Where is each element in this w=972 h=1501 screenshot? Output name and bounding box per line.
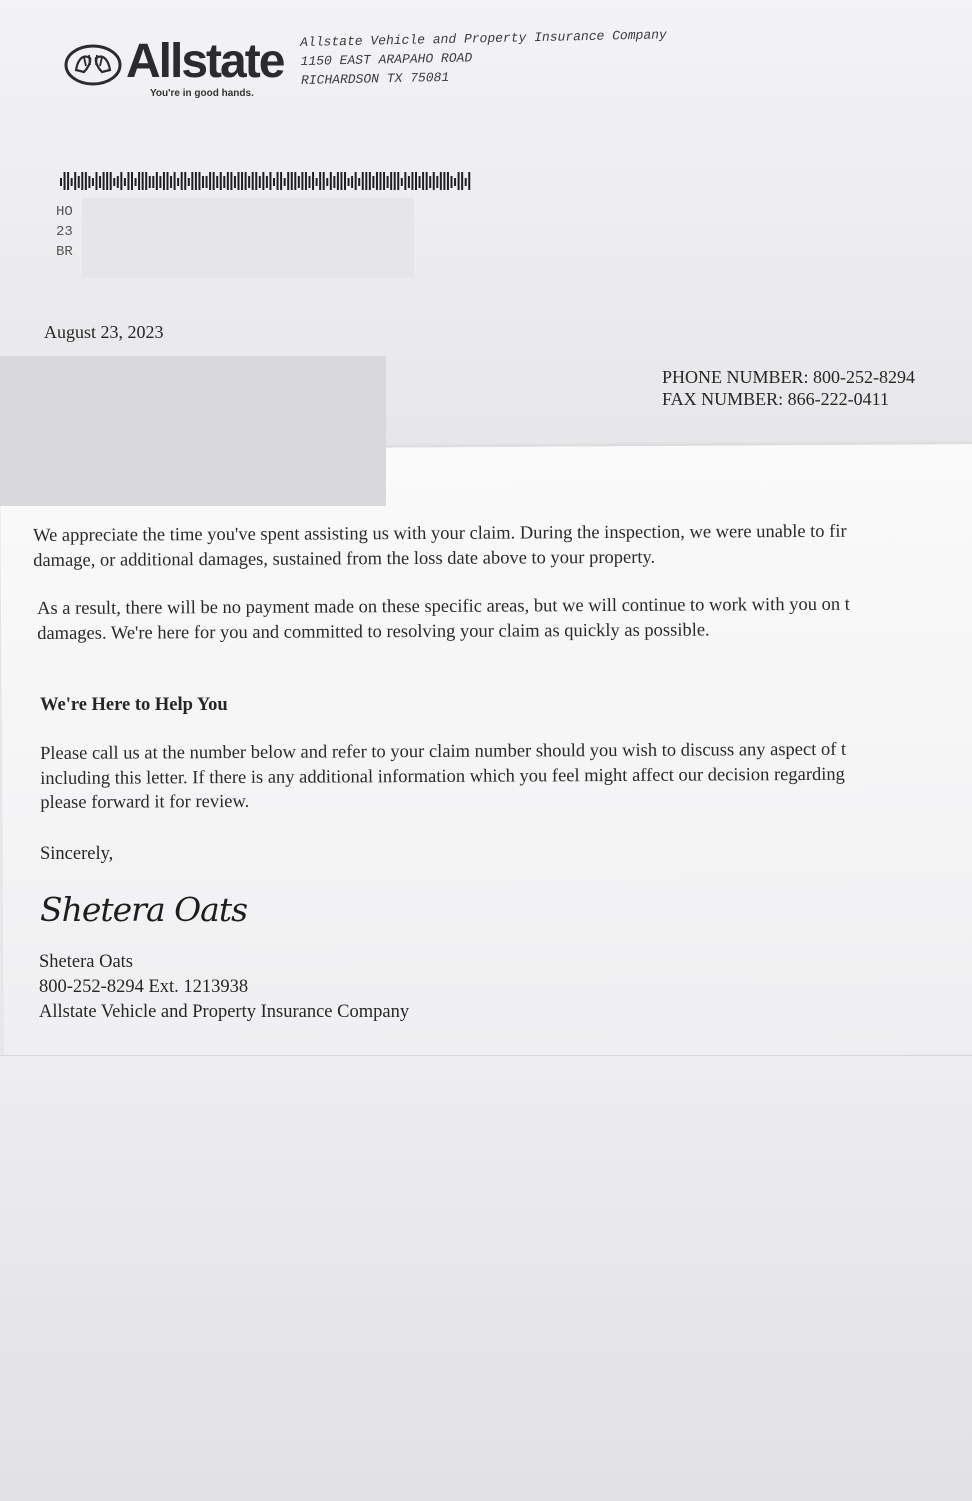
recipient-address-line: HO bbox=[56, 204, 73, 220]
barcode-bar bbox=[380, 172, 382, 190]
barcode-bar bbox=[433, 172, 435, 190]
barcode-bar bbox=[248, 176, 250, 188]
barcode-bar bbox=[401, 178, 403, 186]
barcode-bar bbox=[355, 172, 357, 190]
barcode-bar bbox=[266, 176, 268, 188]
barcode-bar bbox=[411, 172, 413, 190]
barcode-bar bbox=[74, 172, 76, 190]
barcode-bar bbox=[429, 176, 431, 188]
return-address bbox=[300, 25, 668, 90]
barcode-bar bbox=[216, 176, 218, 188]
barcode-bar bbox=[220, 172, 222, 190]
barcode-bar bbox=[269, 172, 271, 190]
barcode-bar bbox=[174, 172, 176, 190]
paragraph-line: Please call us at the number below and refer to your claim number should you wish to discuss any aspect of t bbox=[40, 739, 847, 764]
paragraph-line: please forward it for review. bbox=[40, 791, 250, 813]
return-address-line: 1150 EAST ARAPAHO ROAD bbox=[300, 50, 473, 69]
paragraph-help bbox=[40, 738, 846, 816]
barcode-bar bbox=[436, 176, 438, 188]
recipient-address bbox=[56, 202, 73, 262]
barcode-bar bbox=[376, 172, 378, 190]
barcode-bar bbox=[422, 172, 424, 190]
signatory-company: Allstate Vehicle and Property Insurance Company bbox=[39, 1002, 410, 1022]
paragraph-no-payment bbox=[37, 593, 850, 646]
barcode-bar bbox=[67, 172, 69, 190]
barcode-bar bbox=[326, 178, 328, 186]
barcode-bar bbox=[458, 172, 460, 190]
barcode-bar bbox=[131, 172, 133, 190]
barcode-bar bbox=[184, 172, 186, 190]
barcode-bar bbox=[312, 172, 314, 190]
barcode-bar bbox=[337, 172, 339, 190]
barcode-bar bbox=[234, 176, 236, 188]
barcode-bar bbox=[323, 172, 325, 190]
barcode-bar bbox=[81, 172, 83, 190]
barcode-bar bbox=[447, 172, 449, 190]
barcode-bar bbox=[177, 178, 179, 186]
barcode-bar bbox=[372, 176, 374, 188]
barcode-bar bbox=[383, 172, 385, 190]
barcode-bar bbox=[110, 172, 112, 190]
barcode-bar bbox=[262, 172, 264, 190]
barcode-bar bbox=[124, 178, 126, 186]
barcode-bar bbox=[227, 172, 229, 190]
paragraph-line: damages. We're here for you and committed to resolving your claim as quickly as possible. bbox=[37, 619, 710, 644]
signatory-phone: 800-252-8294 Ext. 1213938 bbox=[39, 977, 249, 997]
barcode-bar bbox=[170, 176, 172, 188]
barcode-bar bbox=[404, 172, 406, 190]
return-address-line: RICHARDSON TX 75081 bbox=[300, 69, 450, 88]
letter-date: August 23, 2023 bbox=[44, 322, 164, 342]
postal-barcode bbox=[60, 170, 472, 192]
barcode-bar bbox=[138, 172, 140, 190]
barcode-bar bbox=[461, 172, 463, 190]
paragraph-line: including this letter. If there is any additional information which you feel might affect our decision regarding bbox=[40, 764, 845, 789]
barcode-bar bbox=[85, 172, 87, 190]
barcode-bar bbox=[468, 172, 470, 190]
barcode-bar bbox=[159, 176, 161, 188]
barcode-bar bbox=[365, 172, 367, 190]
good-hands-icon bbox=[64, 44, 122, 86]
barcode-bar bbox=[344, 172, 346, 190]
barcode-bar bbox=[440, 172, 442, 190]
barcode-bar bbox=[181, 172, 183, 190]
contact-numbers bbox=[662, 366, 915, 410]
return-address-line: Allstate Vehicle and Property Insurance Company bbox=[300, 27, 667, 50]
barcode-bar bbox=[191, 172, 193, 190]
barcode-bar bbox=[309, 176, 311, 188]
recipient-address-line: 23 bbox=[56, 224, 73, 240]
redaction-box bbox=[82, 198, 414, 278]
barcode-bar bbox=[426, 172, 428, 190]
signature-block bbox=[39, 950, 409, 1025]
barcode-bar bbox=[259, 176, 261, 188]
redaction-box bbox=[0, 356, 386, 506]
barcode-bar bbox=[60, 178, 62, 186]
barcode-bar bbox=[348, 178, 350, 186]
barcode-bar bbox=[149, 176, 151, 188]
barcode-bar bbox=[152, 176, 154, 188]
barcode-bar bbox=[71, 178, 73, 186]
barcode-bar bbox=[340, 172, 342, 190]
recipient-address-line: BR bbox=[56, 244, 73, 260]
barcode-bar bbox=[209, 172, 211, 190]
paragraph-line: As a result, there will be no payment made on these specific areas, but we will continue to work with you on t bbox=[37, 594, 850, 619]
barcode-bar bbox=[103, 172, 105, 190]
section-heading: We're Here to Help You bbox=[40, 695, 228, 715]
barcode-bar bbox=[245, 172, 247, 190]
barcode-bar bbox=[156, 172, 158, 190]
barcode-bar bbox=[333, 176, 335, 188]
barcode-bar bbox=[284, 178, 286, 186]
fax-number: FAX NUMBER: 866-222-0411 bbox=[662, 389, 890, 409]
barcode-bar bbox=[198, 172, 200, 190]
barcode-bar bbox=[465, 178, 467, 186]
paragraph-line: damage, or additional damages, sustained from the loss date above to your property. bbox=[33, 547, 656, 571]
barcode-bar bbox=[223, 176, 225, 188]
barcode-bar bbox=[387, 176, 389, 188]
barcode-bar bbox=[92, 178, 94, 186]
barcode-bar bbox=[454, 178, 456, 186]
barcode-bar bbox=[64, 172, 66, 190]
closing: Sincerely, bbox=[40, 844, 114, 864]
barcode-bar bbox=[88, 176, 90, 188]
barcode-bar bbox=[277, 172, 279, 190]
barcode-bar bbox=[301, 172, 303, 190]
brand-wordmark: Allstate bbox=[126, 35, 284, 88]
barcode-bar bbox=[273, 178, 275, 186]
barcode-bar bbox=[213, 172, 215, 190]
barcode-bar bbox=[142, 172, 144, 190]
barcode-bar bbox=[202, 176, 204, 188]
barcode-bar bbox=[287, 172, 289, 190]
barcode-bar bbox=[415, 172, 417, 190]
barcode-bar bbox=[255, 172, 257, 190]
paragraph-line: We appreciate the time you've spent assisting us with your claim. During the inspection, we were unable to fir bbox=[33, 521, 847, 546]
barcode-bar bbox=[167, 172, 169, 190]
barcode-bar bbox=[96, 172, 98, 190]
barcode-bar bbox=[230, 172, 232, 190]
signatory-name: Shetera Oats bbox=[39, 952, 134, 972]
barcode-bar bbox=[117, 176, 119, 188]
barcode-bar bbox=[298, 176, 300, 188]
barcode-bar bbox=[394, 172, 396, 190]
barcode-bar bbox=[419, 176, 421, 188]
barcode-bar bbox=[238, 172, 240, 190]
brand-tagline: You're in good hands. bbox=[150, 88, 254, 99]
barcode-bar bbox=[163, 172, 165, 190]
barcode-bar bbox=[280, 172, 282, 190]
barcode-bar bbox=[252, 172, 254, 190]
barcode-bar bbox=[390, 172, 392, 190]
barcode-bar bbox=[451, 176, 453, 188]
barcode-bar bbox=[113, 178, 115, 186]
barcode-bar bbox=[99, 176, 101, 188]
barcode-bar bbox=[397, 172, 399, 190]
barcode-bar bbox=[294, 172, 296, 190]
barcode-bar bbox=[206, 176, 208, 188]
barcode-bar bbox=[127, 172, 129, 190]
barcode-bar bbox=[78, 176, 80, 188]
barcode-bar bbox=[358, 178, 360, 186]
barcode-bar bbox=[319, 172, 321, 190]
barcode-bar bbox=[195, 172, 197, 190]
paragraph-claim-inspection bbox=[33, 520, 847, 573]
barcode-bar bbox=[316, 178, 318, 186]
barcode-bar bbox=[135, 178, 137, 186]
barcode-bar bbox=[362, 172, 364, 190]
barcode-bar bbox=[291, 172, 293, 190]
barcode-bar bbox=[120, 172, 122, 190]
barcode-bar bbox=[106, 172, 108, 190]
barcode-bar bbox=[369, 172, 371, 190]
barcode-bar bbox=[305, 172, 307, 190]
barcode-bar bbox=[408, 176, 410, 188]
barcode-bar bbox=[188, 178, 190, 186]
handwritten-signature: Shetera Oats bbox=[40, 890, 248, 929]
letter-bottom-fold bbox=[0, 1055, 972, 1501]
barcode-bar bbox=[241, 172, 243, 190]
phone-number: PHONE NUMBER: 800-252-8294 bbox=[662, 367, 916, 387]
barcode-bar bbox=[443, 172, 445, 190]
barcode-bar bbox=[330, 172, 332, 190]
barcode-bar bbox=[351, 176, 353, 188]
barcode-bar bbox=[145, 172, 147, 190]
